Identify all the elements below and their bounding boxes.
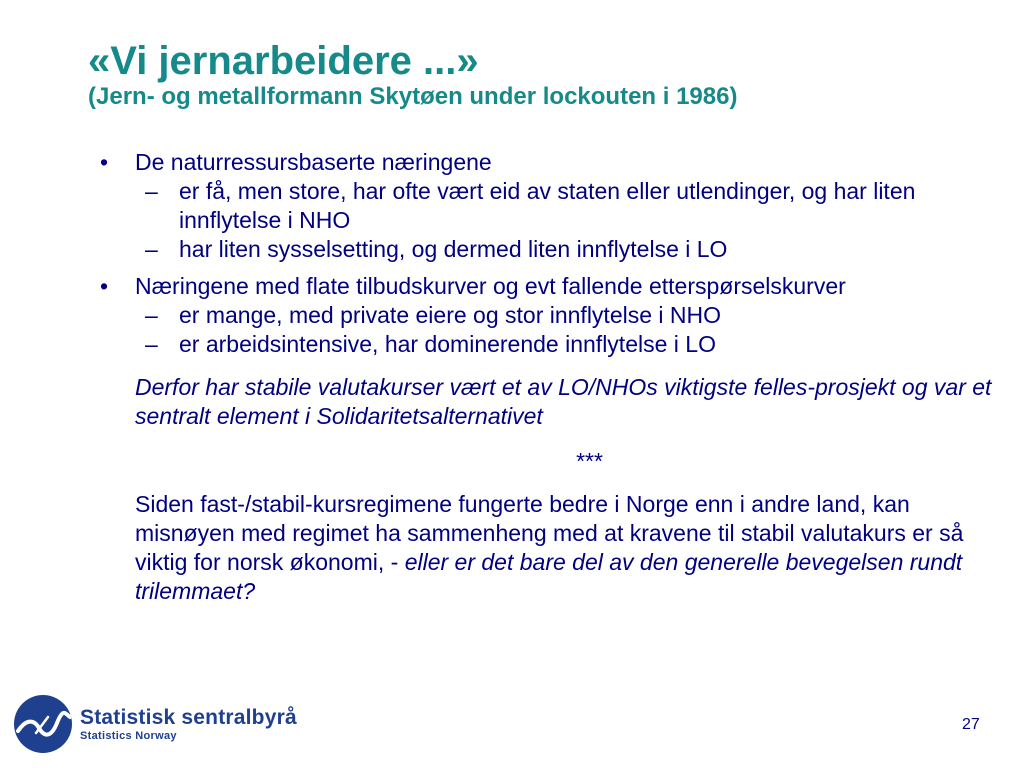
slide-title: «Vi jernarbeidere ...»	[88, 39, 479, 83]
bullet-marker: •	[100, 149, 109, 175]
sub-bullet	[135, 177, 993, 235]
separator-stars: ***	[576, 448, 603, 474]
logo-subtitle: Statistics Norway	[80, 729, 177, 742]
separator-stars-container	[88, 447, 993, 476]
slide-title-block	[88, 40, 988, 109]
page-number: 27	[962, 716, 980, 733]
logo-name: Statistisk sentralbyrå	[80, 705, 297, 729]
sub-bullet-marker: –	[145, 331, 158, 357]
final-paragraph-italic: eller er det bare del av den generelle bevegelsen rundt trilemmaet?	[135, 549, 963, 604]
final-paragraph-normal: Siden fast-/stabil-kursregimene fungerte bedre i Norge enn i andre land, kan misnøyen med regimet ha sammenheng med at kravene til stabil valutakurs er så viktig for norsk økonomi, -	[135, 491, 964, 575]
sub-bullet-text: er mange, med private eiere og stor innflytelse i NHO	[179, 302, 722, 328]
bullet-flat-supply-industries	[88, 272, 993, 359]
bullet-text: Næringene med flate tilbudskurver og evt fallende etterspørselskurver	[135, 273, 846, 299]
sub-bullet-marker: –	[145, 302, 158, 328]
italic-conclusion-paragraph: Derfor har stabile valutakurser vært et av LO/NHOs viktigste felles-prosjekt og var et sentralt element i Solidaritetsalternativet	[135, 374, 992, 429]
sub-bullet-marker: –	[145, 178, 158, 204]
bullet-marker: •	[100, 273, 109, 299]
sub-bullet	[135, 301, 993, 330]
final-paragraph	[88, 490, 993, 606]
sub-bullet	[135, 330, 993, 359]
sub-bullet	[135, 235, 993, 264]
sub-bullet-text: er arbeidsintensive, har dominerende innflytelse i LO	[179, 331, 716, 357]
ssb-logo	[14, 694, 314, 754]
logo-text	[80, 707, 297, 742]
ssb-wave-logo-icon	[14, 695, 72, 753]
sub-bullet-text: er få, men store, har ofte vært eid av staten eller utlendinger, og har liten innflytelse i NHO	[179, 178, 916, 233]
sub-bullet-marker: –	[145, 236, 158, 262]
bullet-natural-resources	[88, 148, 993, 264]
slide-content	[88, 148, 993, 606]
sub-bullet-text: har liten sysselsetting, og dermed liten innflytelse i LO	[179, 236, 728, 262]
slide-subtitle: (Jern- og metallformann Skytøen under lockouten i 1986)	[88, 83, 738, 110]
bullet-text: De naturressursbaserte næringene	[135, 149, 492, 175]
